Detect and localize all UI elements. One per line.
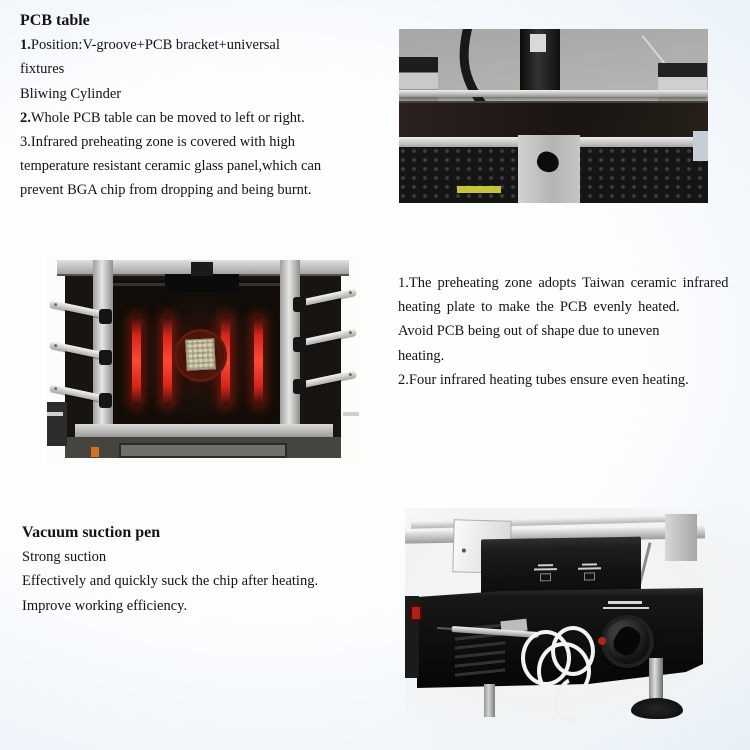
text-line: Effectively and quickly suck the chip after heating. (22, 573, 319, 590)
arm-knob (99, 393, 112, 408)
right-pin (343, 412, 359, 416)
column-label (530, 34, 546, 52)
text-line: prevent BGA chip from dropping and being burnt. (20, 182, 312, 199)
arm-knob (293, 297, 306, 312)
text-line: 2.Four infrared heating tubes ensure even heating. (398, 371, 689, 388)
text-line: heating. (398, 347, 445, 364)
pcb-table-photo (399, 29, 708, 203)
orange-fitting (91, 447, 99, 457)
pen-tube-coil (551, 626, 595, 676)
top-mechanism (165, 274, 239, 292)
text-line: Improve working efficiency. (22, 597, 188, 614)
right-tab (693, 131, 708, 161)
arm-knob (293, 379, 306, 394)
top-mechanism-mount (191, 262, 213, 276)
bottom-rail (75, 424, 333, 437)
text-line: Avoid PCB being out of shape due to uneven (398, 323, 660, 340)
arm-knob (99, 309, 112, 324)
right-bracket (665, 514, 697, 561)
red-switch (410, 605, 422, 621)
text-line: 3.Infrared preheating zone is covered with high (20, 134, 295, 151)
machine-base-photo (405, 508, 750, 750)
slide-rail (399, 90, 708, 97)
text-line: heating plate to make the PCB evenly heated. (398, 299, 680, 316)
preheating-text-block (398, 271, 748, 392)
heating-tube (163, 316, 172, 406)
bottom-inset-panel (119, 443, 287, 458)
heating-tube (254, 316, 263, 406)
left-protrusion (47, 402, 67, 446)
arm-knob (99, 350, 112, 365)
text-line: fixtures (20, 61, 65, 78)
text-line: 1.Position:V-groove+PCB bracket+universal (20, 37, 280, 54)
preheating-zone-photo (47, 252, 360, 463)
pcb-table-text-block (20, 9, 398, 203)
vacuum-pen-heading: Vacuum suction pen (22, 524, 161, 541)
text-line: 1.The preheating zone adopts Taiwan ceramic infrared (398, 275, 729, 291)
heating-tube (132, 316, 141, 406)
text-line: Strong suction (22, 549, 107, 566)
arm-knob (293, 337, 306, 352)
pcb-table-heading: PCB table (20, 12, 90, 29)
left-foot-stem (484, 684, 495, 717)
text-line: temperature resistant ceramic glass panel,which can (20, 158, 322, 175)
control-knob (601, 615, 654, 668)
text-line: Bliwing Cylinder (20, 85, 122, 102)
warning-label (457, 186, 501, 193)
bga-chip (185, 338, 216, 370)
foot-stem (649, 658, 663, 702)
foot-pad (631, 698, 683, 719)
vacuum-pen-text-block (22, 521, 394, 618)
ceramic-glass-panel (399, 101, 708, 137)
text-line: 2.Whole PCB table can be moved to left or right. (20, 109, 305, 126)
left-pin (47, 412, 63, 416)
